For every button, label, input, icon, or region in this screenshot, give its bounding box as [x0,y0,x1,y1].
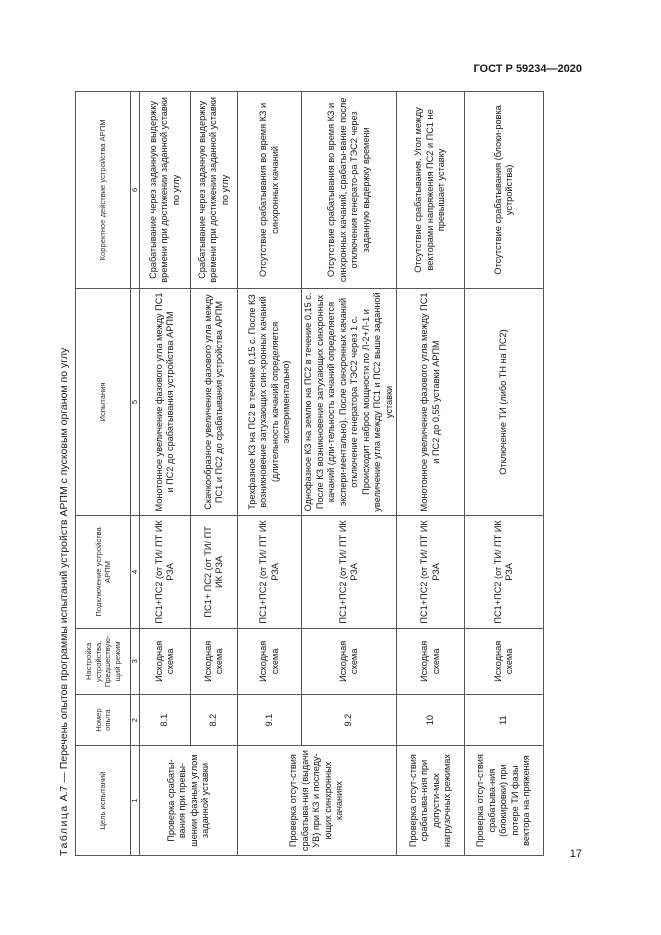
goal-cell: Проверка отсут-ствия срабатыва-ния (блокировки) при потере ТИ фазы вектора на-пряжения [465,746,544,856]
action-cell: Отсутствие срабатывания во время КЗ и синхронных качаний [238,92,302,289]
test-cell: Однофазное КЗ на землю на ПС2 в течение 0,15 с. После КЗ возникновение затухающих синхронных качаний (дли-тельность качаний определяется экспери-ментально). После синхронных качаний отключение генератора ТЭС2 через 1 с. Происходит наброс мощности по Л-2+Л-1 и увеличение угла между ПС1 и ПС2 выше заданной уставки [302,288,397,515]
action-cell: Отсутствие срабатывания. Угол между векторами напряжения ПС2 и ПС1 не превышает уставку [397,92,465,289]
setup-cell: Исходная схема [238,628,302,694]
col-number: 3 [131,628,140,694]
table-row [302,92,397,856]
test-number: 9.2 [302,695,397,746]
header-goal: Цель испытаний [76,746,131,856]
action-cell: Срабатывание через заданную выдержку времени при достижении заданной уставки по углу [140,92,191,289]
document-code: ГОСТ Р 59234—2020 [473,63,582,75]
connection-cell: ПС1+ПС2 (от ТИ/ ПТ ИК РЗА [238,516,302,628]
goal-cell: Проверка отсут-ствия срабатыва-ния (выдачи УВ) при КЗ и последу-ющих синхронных качаниях [238,746,397,856]
test-number: 11 [465,695,544,746]
table-row [238,92,302,856]
test-cell: Скачкообразное увеличение фазового угла между ПС1 и ПС2 до срабатывания устройства АРПМ [191,288,238,515]
setup-cell: Исходная схема [465,628,544,694]
table-caption [56,91,72,856]
setup-cell: Исходная схема [140,628,191,694]
table-row [465,92,544,856]
col-number: 2 [131,695,140,746]
setup-cell: Исходная схема [302,628,397,694]
test-cell: Трехфазное КЗ на ПС2 в течение 0,15 с. После КЗ возникновение затухающих син-хронных качаний (длительность качаний определяется экспериментально) [238,288,302,515]
col-number: 1 [131,746,140,856]
goal-cell: Проверка отсут-ствия срабатыва-ния при допусти-мых нагрузочных режимах [397,746,465,856]
tests-table [75,91,544,856]
goal-cell: Проверка срабаты-вания при превы-шении фазным углом заданной уставки [140,746,238,856]
table-row [397,92,465,856]
action-cell: Отсутствие срабатывания во время КЗ и синхронных качаний, срабаты-вание после отключения генерато-ра ТЭС2 через заданную выдержку времени [302,92,397,289]
table-row [140,92,191,856]
test-number: 9.1 [238,695,302,746]
test-number: 8.1 [140,695,191,746]
test-cell: Монотонное увеличение фазового угла между ПС1 и ПС2 до срабатывания устройства АРПМ [140,288,191,515]
header-action: Корректное действие устройства АРПМ [76,92,131,289]
header-row [76,92,131,856]
header-num: Номер опыта [76,695,131,746]
column-numbers-row [131,92,140,856]
connection-cell: ПС1+ПС2 (от ТИ/ ПТ ИК РЗА [140,516,191,628]
connection-cell: ПС1+ПС2 (от ТИ/ ПТ ИК РЗА [397,516,465,628]
connection-cell: ПС1+ ПС2 (от ТИ/ ПТ ИК РЗА [191,516,238,628]
caption-text: А.7 — Перечень опытов программы испытаний устройств АРПМ с пусковым органом по углу [58,347,70,802]
col-number: 5 [131,288,140,515]
action-cell: Отсутствие срабатывания (блоки-ровка устройства) [465,92,544,289]
page-number: 17 [569,848,582,860]
header-setup: Настройка устройства. Предшествую-щий режим [76,628,131,694]
test-cell: Монотонное увеличение фазового угла между ПС1 и ПС2 до 0,55 уставки АРПМ [397,288,465,515]
setup-cell: Исходная схема [397,628,465,694]
action-cell: Срабатывание через заданную выдержку времени при достижении заданной уставки по углу [191,92,238,289]
test-number: 8.2 [191,695,238,746]
connection-cell: ПС1+ПС2 (от ТИ/ ПТ ИК РЗА [302,516,397,628]
caption-label: Таблица [58,804,70,856]
col-number: 6 [131,92,140,289]
header-tests: Испытания [76,288,131,515]
col-number: 4 [131,516,140,628]
rotated-table-block [56,91,609,856]
header-connection: Подключение устройства АРПМ [76,516,131,628]
table-row [191,92,238,856]
connection-cell: ПС1+ПС2 (от ТИ/ ПТ ИК РЗА [465,516,544,628]
test-number: 10 [397,695,465,746]
setup-cell: Исходная схема [191,628,238,694]
test-cell: Отключение ТИ (либо ТН на ПС2) [465,288,544,515]
